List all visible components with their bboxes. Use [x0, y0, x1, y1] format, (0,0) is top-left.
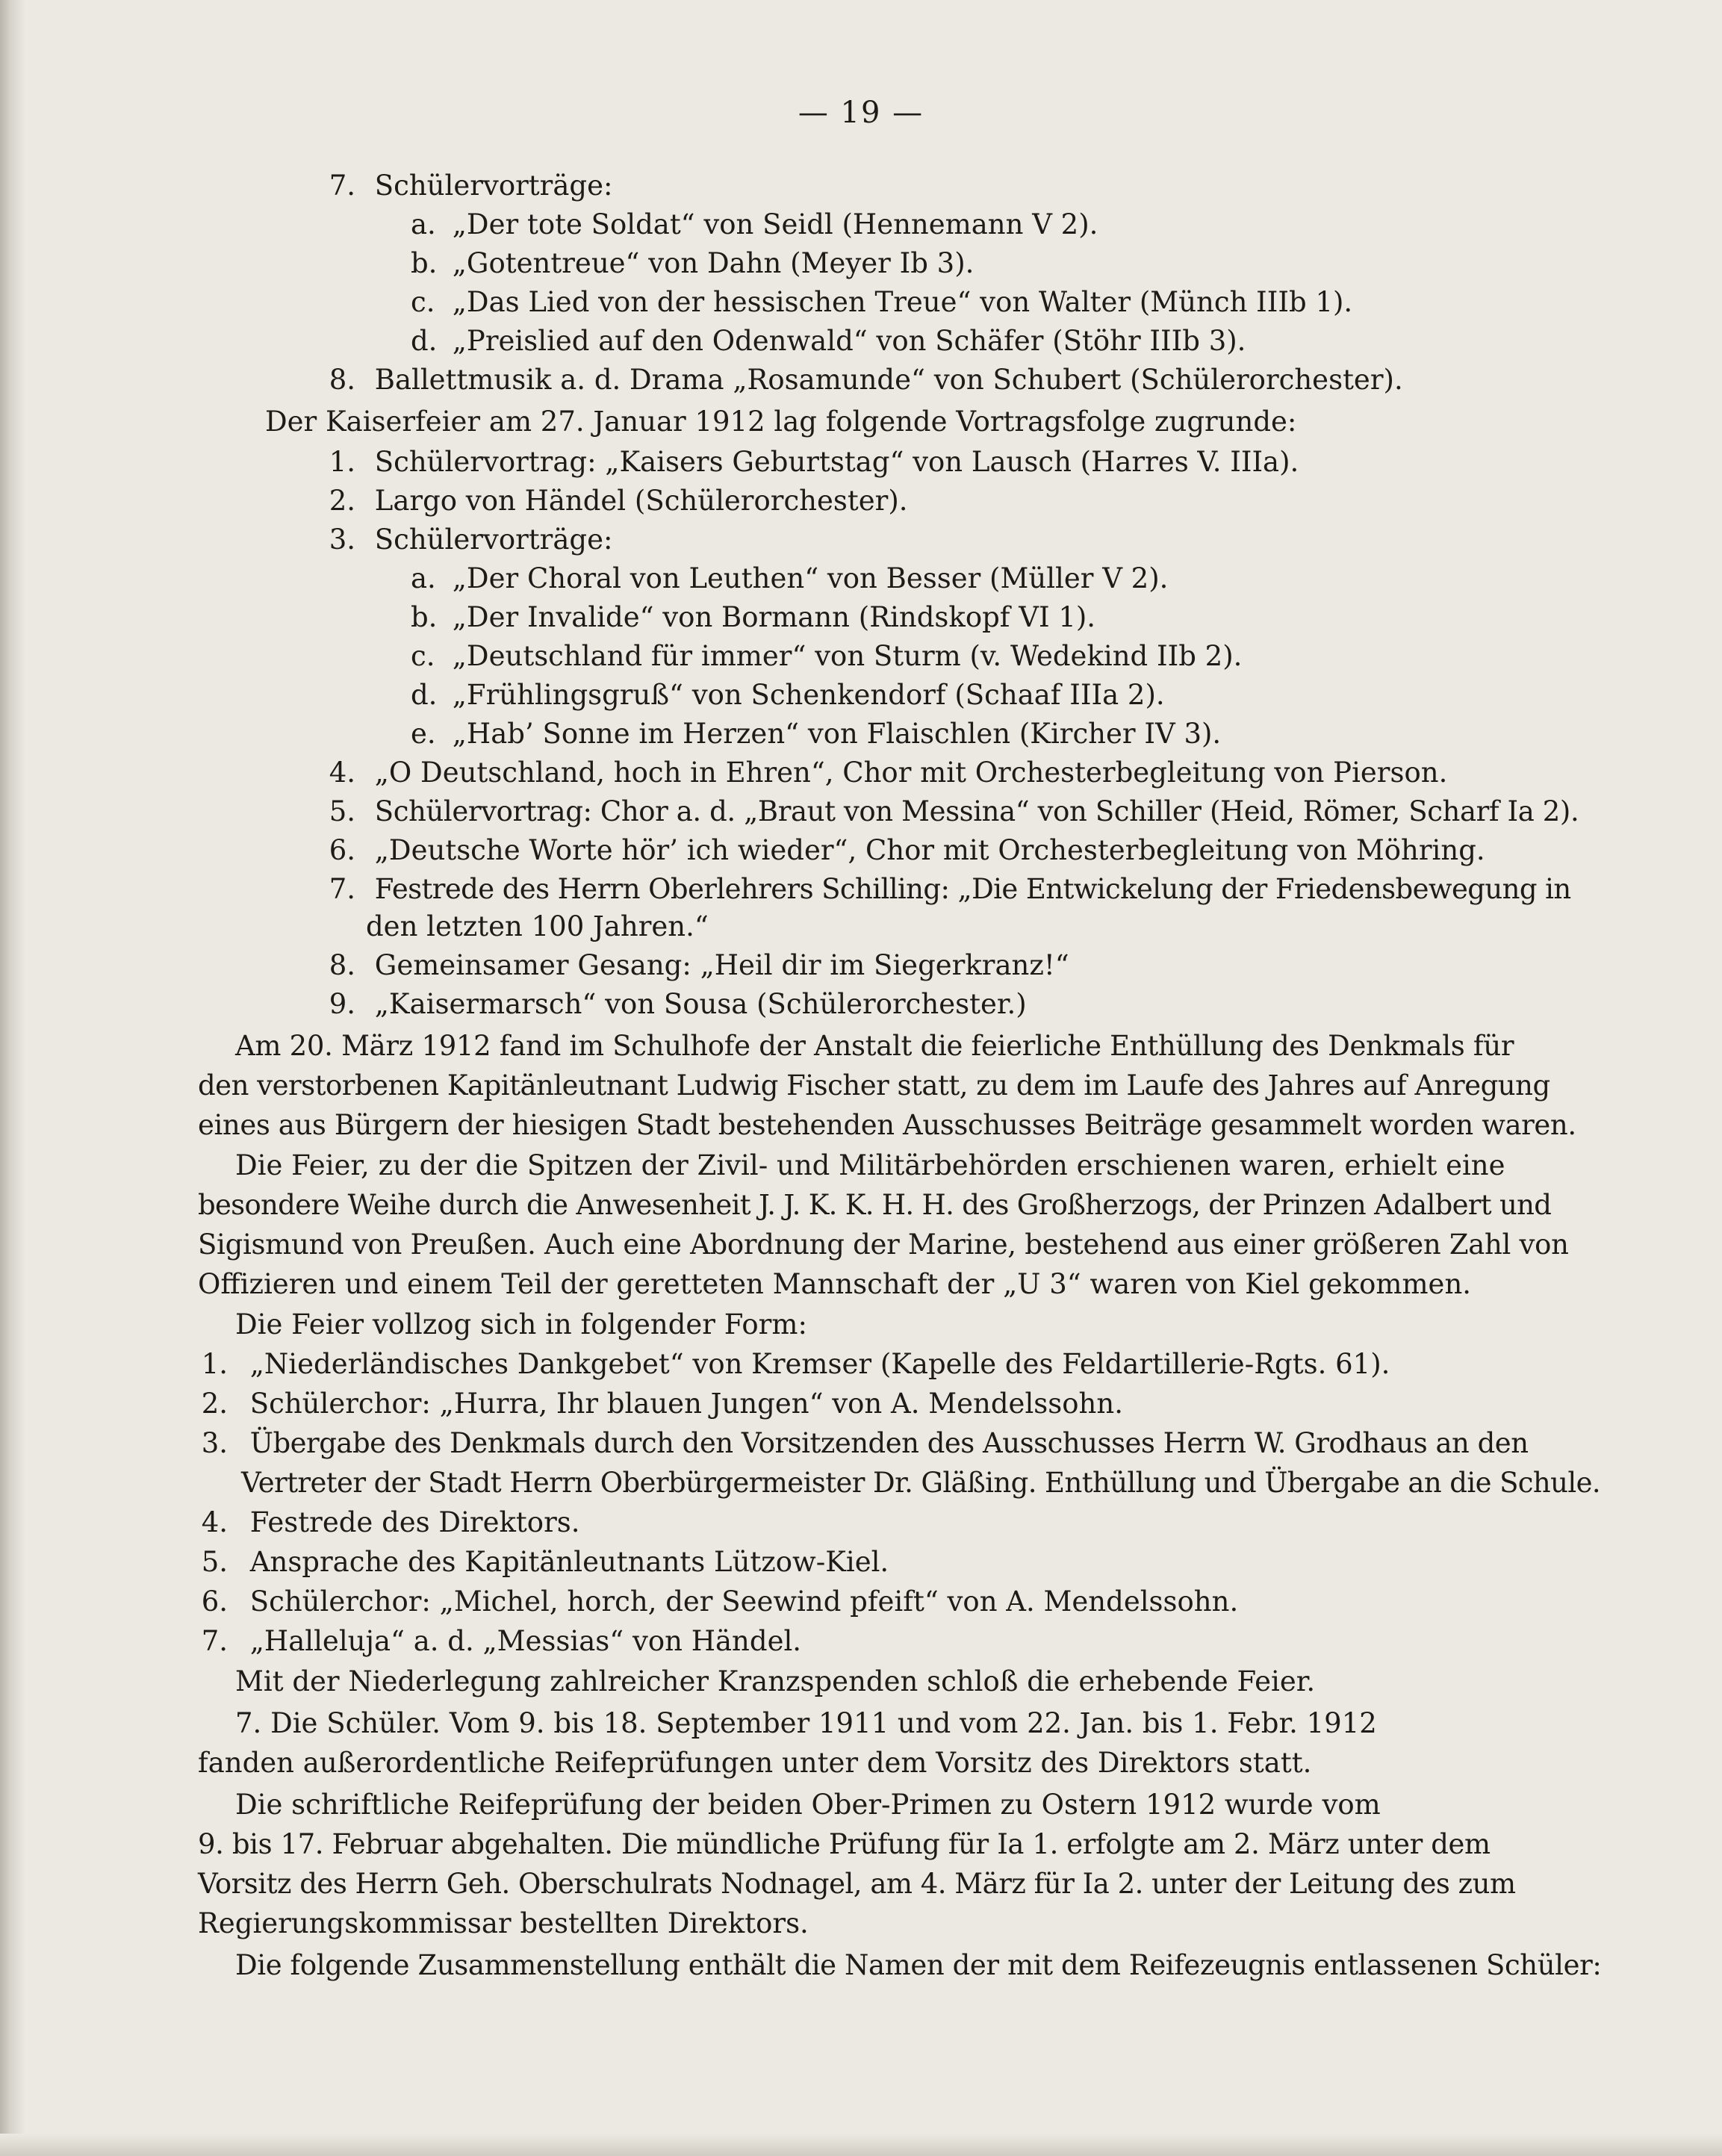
item-label: 9.: [329, 988, 355, 1020]
item-label: 7.: [329, 170, 355, 202]
item-text: Schülerchor: „Michel, horch, der Seewind pfeift“ von A. Mendelssohn.: [249, 1585, 1239, 1618]
item-text: „Frühlingsgruß“ von Schenkendorf (Schaaf IIIa 2).: [452, 679, 1165, 711]
paragraph-line: Offizieren und einem Teil der geretteten Mannschaft der „U 3“ waren von Kiel gekommen.: [198, 1268, 1472, 1300]
item-label: 1.: [329, 446, 355, 478]
item-label: 2.: [201, 1388, 228, 1420]
list-item: [411, 323, 1246, 360]
item-label: 7.: [201, 1625, 228, 1657]
item-text: Schülervortrag: Chor a. d. „Braut von Messina“ von Schiller (Heid, Römer, Scharf Ia 2).: [374, 795, 1579, 827]
list-item: [411, 715, 1221, 753]
item-text: „Das Lied von der hessischen Treue“ von Walter (Münch IIIb 1).: [452, 286, 1353, 318]
binding-edge: [0, 0, 25, 2156]
paragraph-line: Am 20. März 1912 fand im Schulhofe der Anstalt die feierliche Enthüllung des Denkmals für: [235, 1030, 1514, 1062]
page-number: — 19 —: [798, 96, 924, 130]
list-item: [411, 560, 1168, 597]
list-item-continuation: den letzten 100 Jahren.“: [366, 910, 709, 942]
list-item: [198, 1544, 889, 1581]
list-item: [411, 599, 1095, 636]
item-text: Festrede des Herrn Oberlehrers Schilling: „Die Entwickelung der Friedensbewegung in: [374, 873, 1571, 905]
paragraph-line: Regierungskommissar bestellten Direktors.: [198, 1907, 809, 1939]
list-item: [329, 361, 1403, 399]
item-text: „Halleluja“ a. d. „Messias“ von Händel.: [249, 1625, 802, 1657]
item-label: 6.: [201, 1585, 228, 1618]
item-label: e.: [411, 718, 436, 750]
list-item: [411, 638, 1242, 675]
paragraph-line: Der Kaiserfeier am 27. Januar 1912 lag folgende Vortragsfolge zugrunde:: [265, 406, 1297, 438]
item-label: c.: [411, 640, 435, 672]
paragraph-line: besondere Weihe durch die Anwesenheit J. J. K. K. H. H. des Großherzogs, der Prinzen Adalbert und: [198, 1189, 1552, 1221]
item-text: „Deutsche Worte hör’ ich wieder“, Chor mit Orchesterbegleitung von Möhring.: [374, 834, 1485, 866]
list-item: [411, 245, 974, 282]
item-text: „Niederländisches Dankgebet“ von Kremser (Kapelle des Feldartillerie-Rgts. 61).: [249, 1348, 1390, 1380]
item-label: d.: [411, 325, 438, 357]
item-label: b.: [411, 247, 438, 279]
item-label: a.: [411, 208, 436, 240]
list-item: [198, 1583, 1238, 1621]
list-item: [329, 871, 1571, 908]
item-text: „Deutschland für immer“ von Sturm (v. Wedekind IIb 2).: [452, 640, 1243, 672]
list-item: [329, 444, 1299, 481]
item-label: d.: [411, 679, 438, 711]
item-label: a.: [411, 562, 436, 594]
list-item: [198, 1385, 1123, 1423]
item-label: 1.: [201, 1348, 228, 1380]
paragraph-line: Vorsitz des Herrn Geh. Oberschulrats Nodnagel, am 4. März für Ia 2. unter der Leitung des zum: [198, 1868, 1516, 1900]
list-item: [411, 206, 1098, 243]
paragraph-line: fanden außerordentliche Reifeprüfungen unter dem Vorsitz des Direktors statt.: [198, 1747, 1312, 1779]
list-item-continuation: Vertreter der Stadt Herrn Oberbürgermeister Dr. Gläßing. Enthüllung und Übergabe an die Schule.: [241, 1467, 1601, 1499]
item-text: Festrede des Direktors.: [249, 1506, 580, 1538]
item-label: 4.: [329, 757, 355, 789]
list-item: [198, 1623, 801, 1660]
list-item: [329, 482, 908, 520]
list-item: [329, 793, 1579, 830]
item-label: 3.: [329, 524, 355, 556]
paragraph-line: Sigismund von Preußen. Auch eine Abordnung der Marine, bestehend aus einer größeren Zahl von: [198, 1228, 1569, 1261]
item-label: 8.: [329, 949, 355, 981]
item-text: „Kaisermarsch“ von Sousa (Schülerorchester.): [374, 988, 1027, 1020]
item-text: Largo von Händel (Schülerorchester).: [374, 485, 908, 517]
list-item: [411, 284, 1352, 321]
paragraph-line: 9. bis 17. Februar abgehalten. Die mündliche Prüfung für Ia 1. erfolgte am 2. März unter dem: [198, 1828, 1491, 1860]
page-edge-shadow: [0, 2134, 1722, 2156]
list-item: [329, 167, 612, 205]
paragraph-line: Die schriftliche Reifeprüfung der beiden Ober-Primen zu Ostern 1912 wurde vom: [235, 1789, 1381, 1821]
list-item: [198, 1346, 1390, 1383]
paragraph-line: Die Feier vollzog sich in folgender Form:: [235, 1308, 807, 1340]
list-item: [411, 677, 1165, 714]
item-label: 5.: [201, 1546, 228, 1578]
item-text: Ballettmusik a. d. Drama „Rosamunde“ von Schubert (Schülerorchester).: [374, 364, 1403, 396]
list-item: [329, 986, 1027, 1023]
item-text: Ansprache des Kapitänleutnants Lützow-Kiel.: [249, 1546, 889, 1578]
item-text: „Der Invalide“ von Bormann (Rindskopf VI 1).: [452, 601, 1096, 633]
item-label: 2.: [329, 485, 355, 517]
item-text: Übergabe des Denkmals durch den Vorsitzenden des Ausschusses Herrn W. Grodhaus an den: [249, 1427, 1529, 1459]
item-label: b.: [411, 601, 438, 633]
item-text: „Preislied auf den Odenwald“ von Schäfer (Stöhr IIIb 3).: [452, 325, 1246, 357]
item-text: Schülervorträge:: [374, 170, 613, 202]
paragraph-line: eines aus Bürgern der hiesigen Stadt bestehenden Ausschusses Beiträge gesammelt worden waren.: [198, 1109, 1576, 1141]
item-text: „Der Choral von Leuthen“ von Besser (Müller V 2).: [452, 562, 1169, 594]
item-text: „Gotentreue“ von Dahn (Meyer Ib 3).: [452, 247, 975, 279]
list-item: [198, 1425, 1529, 1462]
list-item: [329, 754, 1447, 792]
paragraph-line: den verstorbenen Kapitänleutnant Ludwig Fischer statt, zu dem im Laufe des Jahres auf Anregung: [198, 1069, 1550, 1102]
item-label: 3.: [201, 1427, 228, 1459]
list-item: [329, 521, 612, 559]
item-label: 8.: [329, 364, 355, 396]
paragraph-line: Die Feier, zu der die Spitzen der Zivil- und Militärbehörden erschienen waren, erhielt eine: [235, 1149, 1505, 1181]
section-heading-line: 7. Die Schüler. Vom 9. bis 18. September 1911 und vom 22. Jan. bis 1. Febr. 1912: [235, 1707, 1377, 1739]
list-item: [329, 947, 1069, 984]
item-label: 5.: [329, 795, 355, 827]
item-text: Schülervorträge:: [374, 524, 613, 556]
item-text: „Hab’ Sonne im Herzen“ von Flaischlen (Kircher IV 3).: [452, 718, 1222, 750]
item-label: 4.: [201, 1506, 228, 1538]
list-item: [329, 832, 1485, 869]
list-item: [198, 1504, 580, 1541]
paragraph-line: Mit der Niederlegung zahlreicher Kranzspenden schloß die erhebende Feier.: [235, 1665, 1316, 1697]
paragraph-line: Die folgende Zusammenstellung enthält die Namen der mit dem Reifezeugnis entlassenen Schüler:: [235, 1949, 1602, 1981]
item-text: Schülervortrag: „Kaisers Geburtstag“ von Lausch (Harres V. IIIa).: [374, 446, 1299, 478]
item-text: „O Deutschland, hoch in Ehren“, Chor mit Orchesterbegleitung von Pierson.: [374, 757, 1448, 789]
item-label: c.: [411, 286, 435, 318]
item-text: „Der tote Soldat“ von Seidl (Hennemann V 2).: [452, 208, 1098, 240]
item-text: Gemeinsamer Gesang: „Heil dir im Siegerkranz!“: [374, 949, 1069, 981]
item-label: 6.: [329, 834, 355, 866]
item-label: 7.: [329, 873, 355, 905]
item-text: Schülerchor: „Hurra, Ihr blauen Jungen“ von A. Mendelssohn.: [249, 1388, 1123, 1420]
